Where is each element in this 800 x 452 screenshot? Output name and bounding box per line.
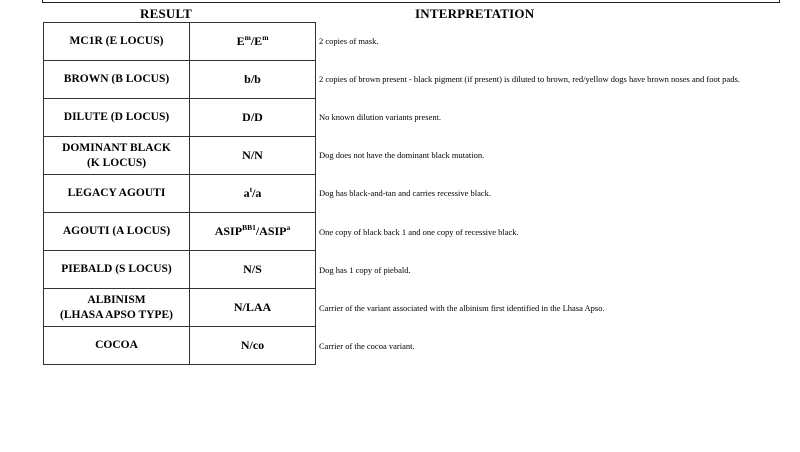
allele-1-superscript: t	[249, 185, 253, 194]
locus-label-line: COCOA	[95, 339, 138, 351]
result-table-body	[44, 23, 316, 365]
table-row	[44, 23, 316, 61]
locus-cell	[44, 175, 190, 213]
allele-separator: /	[250, 148, 255, 162]
locus-cell	[44, 289, 190, 327]
allele-1: b	[244, 72, 251, 86]
allele-1: D	[242, 110, 251, 124]
locus-label-line: DOMINANT BLACK	[62, 141, 171, 154]
locus-label-line: MC1R (E LOCUS)	[69, 35, 164, 47]
allele-1: N	[233, 300, 243, 314]
table-row	[44, 137, 316, 175]
interpretation-text: Carrier of the cocoa variant.	[319, 341, 415, 352]
allele-separator: /	[250, 110, 255, 124]
allele-separator: /	[250, 72, 255, 86]
interpretation-text: One copy of black back 1 and one copy of recessive black.	[319, 226, 519, 237]
allele-1: ASIP	[214, 224, 243, 238]
genotype-cell	[190, 23, 316, 61]
locus-label-line: DILUTE (D LOCUS)	[63, 111, 170, 123]
locus-cell	[44, 251, 190, 289]
allele-1: N	[243, 262, 252, 276]
locus-label-line: LEGACY AGOUTI	[67, 187, 166, 199]
genotype-cell	[190, 289, 316, 327]
allele-1-superscript: BB1	[242, 223, 256, 232]
allele-2: b	[254, 72, 261, 86]
table-row	[44, 61, 316, 99]
allele-1: N	[242, 148, 251, 162]
result-table	[43, 22, 316, 365]
allele-2: S	[255, 262, 262, 276]
interpretation-text: Dog has black-and-tan and carries recessive black.	[319, 188, 492, 199]
locus-label-line: PIEBALD (S LOCUS)	[61, 263, 172, 275]
allele-2: LAA	[245, 300, 272, 314]
locus-label-line: (K LOCUS)	[86, 156, 147, 169]
table-row	[44, 99, 316, 137]
locus-label-line: (LHASA APSO TYPE)	[60, 308, 173, 321]
interpretation-text: No known dilution variants present.	[319, 111, 442, 122]
allele-separator: /	[251, 262, 256, 276]
interpretation-header: INTERPRETATION	[415, 6, 535, 21]
locus-label-line: ALBINISM	[87, 293, 146, 306]
interpretation-text: 2 copies of mask.	[319, 35, 379, 46]
locus-label-line: AGOUTI (A LOCUS)	[62, 225, 171, 237]
locus-cell	[44, 99, 190, 137]
locus-cell	[44, 327, 190, 365]
genotype-cell	[190, 99, 316, 137]
table-row	[44, 213, 316, 251]
interpretation-text: Carrier of the variant associated with the albinism first identified in the Lhasa Apso.	[319, 302, 605, 313]
allele-2: a	[255, 186, 262, 200]
allele-2: ASIP	[259, 224, 287, 238]
allele-2: E	[254, 34, 263, 48]
locus-cell	[44, 213, 190, 251]
table-row	[44, 175, 316, 213]
allele-1-superscript: m	[244, 33, 251, 42]
allele-2-superscript: a	[286, 223, 291, 232]
genotype-cell	[190, 327, 316, 365]
allele-1: E	[236, 34, 245, 48]
genotype-cell	[190, 251, 316, 289]
allele-1: a	[243, 186, 250, 200]
table-row	[44, 327, 316, 365]
allele-2: N	[254, 148, 263, 162]
locus-cell	[44, 61, 190, 99]
result-header: RESULT	[140, 6, 193, 21]
genotype-cell	[190, 137, 316, 175]
genotype-cell	[190, 213, 316, 251]
allele-2: co	[252, 338, 265, 352]
genotype-cell	[190, 175, 316, 213]
interpretation-text: 2 copies of brown present - black pigment (if present) is diluted to brown, red/yellow dogs have brown noses and foot pads.	[319, 73, 740, 84]
locus-cell	[44, 23, 190, 61]
locus-label-line: BROWN (B LOCUS)	[63, 73, 170, 85]
allele-1: N	[240, 338, 250, 352]
table-row	[44, 251, 316, 289]
allele-2: D	[254, 110, 263, 124]
interpretation-text: Dog does not have the dominant black mutation.	[319, 150, 485, 161]
table-row	[44, 289, 316, 327]
interpretation-text: Dog has 1 copy of piebald.	[319, 264, 411, 275]
allele-separator: /	[255, 224, 260, 238]
locus-cell	[44, 137, 190, 175]
genotype-cell	[190, 61, 316, 99]
allele-separator: /	[242, 300, 246, 314]
allele-2-superscript: m	[262, 33, 269, 42]
report-top-border	[42, 0, 780, 3]
allele-separator: /	[252, 186, 256, 200]
allele-separator: /	[249, 338, 253, 352]
allele-separator: /	[250, 34, 255, 48]
